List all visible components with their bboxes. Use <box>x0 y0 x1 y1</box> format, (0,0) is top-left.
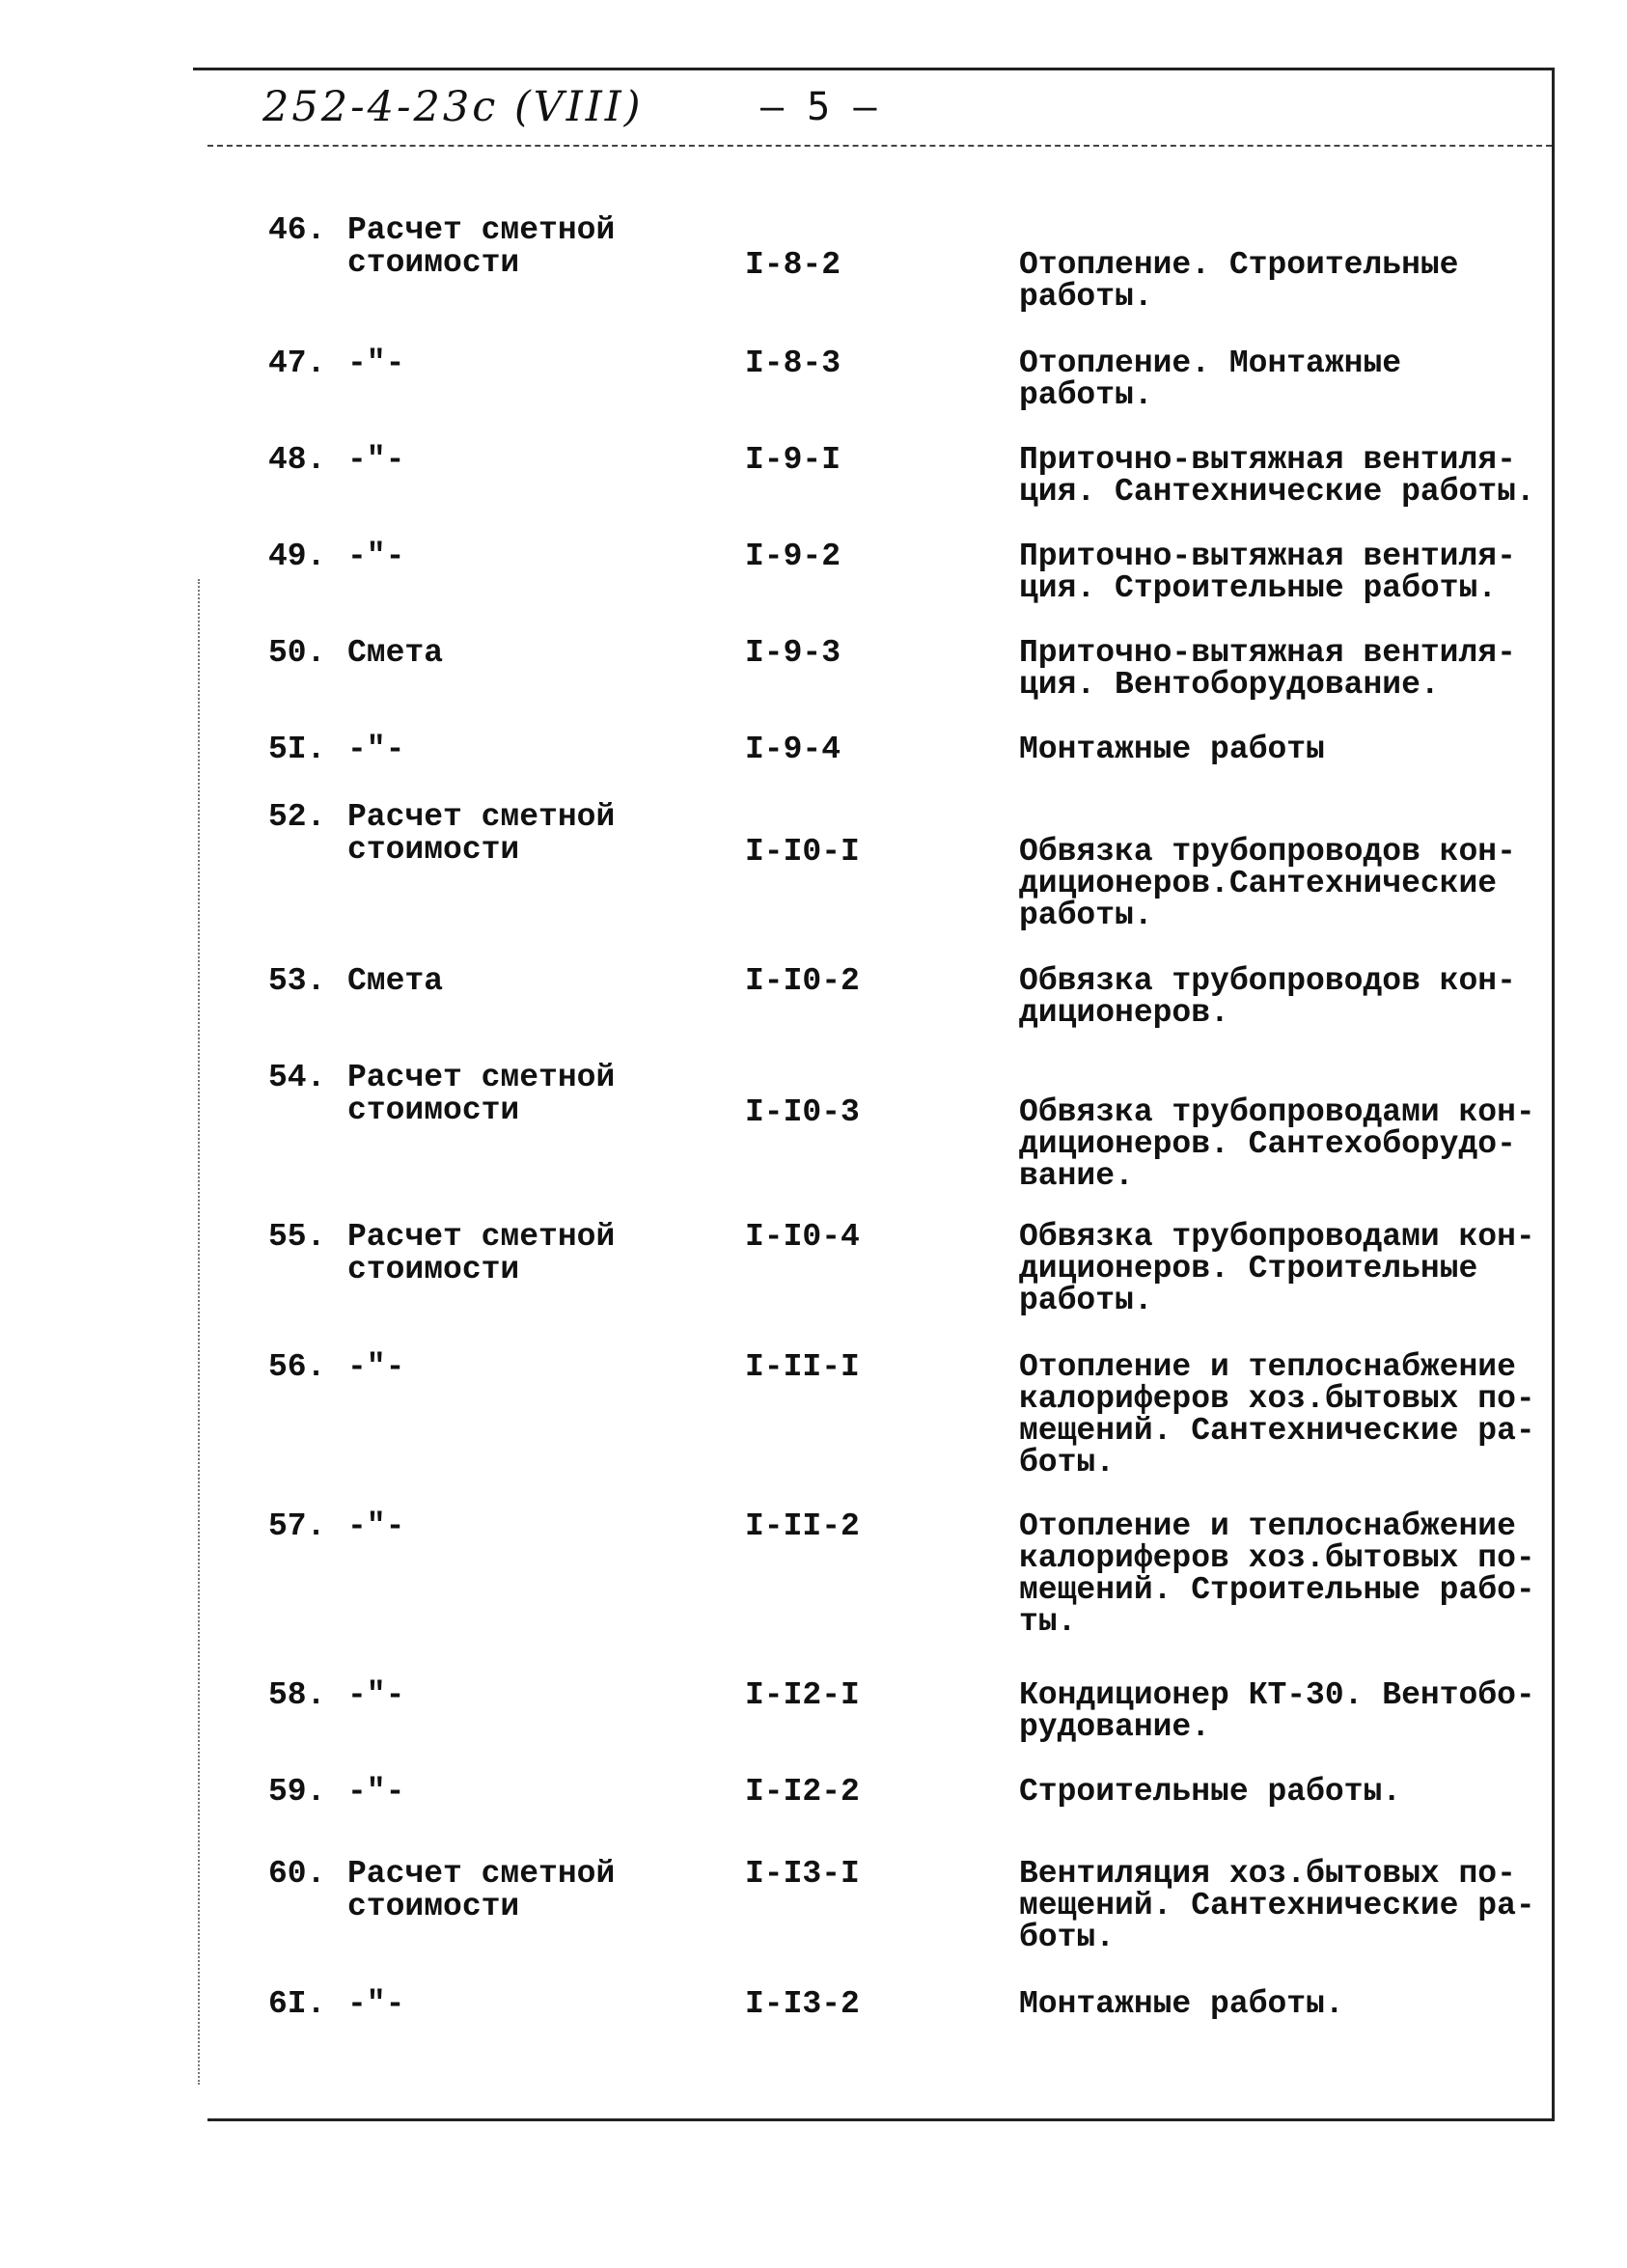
work-description-line: Вентиляция хоз.бытовых по- <box>1019 1856 1516 1892</box>
work-description-line: калориферов хоз.бытовых по- <box>1019 1381 1535 1417</box>
estimate-code: I-9-3 <box>745 635 841 671</box>
item-number: 46. <box>268 212 326 248</box>
estimate-code: I-I3-I <box>745 1856 860 1892</box>
document-type <box>347 1858 615 1922</box>
work-description-line: вание. <box>1019 1158 1134 1194</box>
item-number: 60. <box>268 1856 326 1892</box>
document-type <box>347 540 404 572</box>
document-type <box>347 1988 404 2020</box>
document-type-line: Расчет сметной <box>347 1060 616 1095</box>
document-type-line: -"- <box>347 1349 405 1385</box>
work-description-line: работы. <box>1019 898 1153 933</box>
work-description <box>1019 1221 1535 1316</box>
header-divider <box>207 145 1552 147</box>
estimate-code: I-I0-2 <box>745 963 860 999</box>
work-description-line: ты. <box>1019 1604 1077 1640</box>
work-description-line: работы. <box>1019 279 1153 315</box>
document-type <box>347 1221 615 1286</box>
work-description <box>1019 540 1516 604</box>
document-type <box>347 444 404 476</box>
work-description <box>1019 1096 1535 1192</box>
work-description-line: Отопление. Монтажные <box>1019 346 1402 381</box>
estimate-code: I-I0-I <box>745 834 860 870</box>
work-description-line: работы. <box>1019 1283 1153 1318</box>
document-type <box>347 733 404 765</box>
work-description-line: Кондиционер КТ-30. Вентобо- <box>1019 1677 1535 1713</box>
item-number: 52. <box>268 799 326 835</box>
work-description-line: боты. <box>1019 1920 1116 1955</box>
document-type <box>347 214 615 279</box>
frame-right-border <box>1552 68 1555 2121</box>
document-type <box>347 965 443 997</box>
work-description-line: ция. Строительные работы. <box>1019 570 1498 606</box>
estimate-code: I-9-4 <box>745 732 841 767</box>
work-description-line: ция. Вентоборудование. <box>1019 667 1440 703</box>
item-number: 49. <box>268 539 326 574</box>
item-number: 58. <box>268 1677 326 1713</box>
document-type <box>347 801 615 866</box>
item-number: 47. <box>268 346 326 381</box>
work-description <box>1019 1679 1535 1743</box>
work-description-line: Монтажные работы. <box>1019 1986 1344 2022</box>
item-number: 56. <box>268 1349 326 1385</box>
document-type <box>347 1776 404 1808</box>
estimate-code: I-I3-2 <box>745 1986 860 2022</box>
work-description-line: мещений. Сантехнические ра- <box>1019 1888 1535 1923</box>
document-type-line: -"- <box>347 442 405 478</box>
work-description <box>1019 1858 1535 1953</box>
estimate-code: I-I2-2 <box>745 1774 860 1810</box>
estimate-code: I-I2-I <box>745 1677 860 1713</box>
document-type-line: стоимости <box>347 832 520 868</box>
work-description-line: Обвязка трубопроводами кон- <box>1019 1094 1535 1130</box>
document-type-line: стоимости <box>347 1093 520 1128</box>
document-type-line: -"- <box>347 346 405 381</box>
work-description-line: рудование. <box>1019 1709 1211 1745</box>
document-type-line: Расчет сметной <box>347 799 616 835</box>
work-description-line: Отопление. Строительные <box>1019 247 1459 283</box>
document-type <box>347 637 443 669</box>
work-description-line: мещений. Строительные рабо- <box>1019 1572 1535 1608</box>
work-description-line: ция. Сантехнические работы. <box>1019 474 1535 510</box>
work-description-line: Обвязка трубопроводов кон- <box>1019 834 1516 870</box>
work-description <box>1019 637 1516 701</box>
work-description <box>1019 249 1458 313</box>
estimate-code: I-II-2 <box>745 1508 860 1544</box>
work-description <box>1019 1776 1401 1808</box>
page-number: — 5 — <box>760 85 877 129</box>
work-description-line: диционеров. <box>1019 995 1229 1031</box>
work-description <box>1019 965 1516 1029</box>
work-description-line: мещений. Сантехнические ра- <box>1019 1413 1535 1449</box>
document-type-line: стоимости <box>347 245 520 281</box>
work-description <box>1019 444 1535 508</box>
work-description <box>1019 347 1401 411</box>
document-type-line: Смета <box>347 963 444 999</box>
work-description-line: Приточно-вытяжная вентиля- <box>1019 539 1516 574</box>
document-type-line: Расчет сметной <box>347 212 616 248</box>
document-type-line: Расчет сметной <box>347 1856 616 1892</box>
left-margin-dotted-line <box>198 579 200 2085</box>
document-type-line: стоимости <box>347 1252 520 1287</box>
document-type-line: -"- <box>347 1774 405 1810</box>
estimate-code: I-9-2 <box>745 539 841 574</box>
work-description-line: боты. <box>1019 1445 1116 1480</box>
work-description <box>1019 1510 1535 1638</box>
work-description-line: Обвязка трубопроводов кон- <box>1019 963 1516 999</box>
estimate-code: I-8-3 <box>745 346 841 381</box>
estimate-code: I-9-I <box>745 442 841 478</box>
item-number: 5I. <box>268 732 326 767</box>
work-description-line: Отопление и теплоснабжение <box>1019 1508 1516 1544</box>
estimate-code: I-8-2 <box>745 247 841 283</box>
work-description-line: Приточно-вытяжная вентиля- <box>1019 635 1516 671</box>
document-type-line: -"- <box>347 1677 405 1713</box>
work-description-line: Приточно-вытяжная вентиля- <box>1019 442 1516 478</box>
work-description-line: Монтажные работы <box>1019 732 1325 767</box>
document-type-line: Расчет сметной <box>347 1219 616 1255</box>
work-description-line: калориферов хоз.бытовых по- <box>1019 1540 1535 1576</box>
document-type-line: стоимости <box>347 1889 520 1924</box>
estimate-code: I-I0-4 <box>745 1219 860 1255</box>
work-description <box>1019 1351 1535 1479</box>
work-description-line: диционеров. Строительные <box>1019 1251 1478 1286</box>
work-description-line: диционеров. Сантехоборудо- <box>1019 1126 1516 1162</box>
estimate-code: I-II-I <box>745 1349 860 1385</box>
work-description-line: Обвязка трубопроводами кон- <box>1019 1219 1535 1255</box>
document-type-line: Смета <box>347 635 444 671</box>
document-type <box>347 1510 404 1542</box>
item-number: 48. <box>268 442 326 478</box>
work-description <box>1019 836 1516 931</box>
frame-bottom-border <box>207 2118 1555 2121</box>
item-number: 54. <box>268 1060 326 1095</box>
document-type-line: -"- <box>347 732 405 767</box>
work-description-line: диционеров.Сантехнические <box>1019 866 1498 901</box>
item-number: 6I. <box>268 1986 326 2022</box>
document-type-line: -"- <box>347 1508 405 1544</box>
handwritten-document-code: 252-4-23с (VIII) <box>262 83 644 131</box>
item-number: 57. <box>268 1508 326 1544</box>
work-description <box>1019 733 1325 765</box>
work-description-line: Отопление и теплоснабжение <box>1019 1349 1516 1385</box>
estimate-code: I-I0-3 <box>745 1094 860 1130</box>
frame-top-border <box>193 68 1554 70</box>
document-type <box>347 1351 404 1383</box>
item-number: 50. <box>268 635 326 671</box>
work-description-line: работы. <box>1019 377 1153 413</box>
work-description-line: Строительные работы. <box>1019 1774 1402 1810</box>
item-number: 55. <box>268 1219 326 1255</box>
document-type-line: -"- <box>347 1986 405 2022</box>
document-type <box>347 1062 615 1126</box>
document-type <box>347 1679 404 1711</box>
document-type-line: -"- <box>347 539 405 574</box>
document-type <box>347 347 404 379</box>
work-description <box>1019 1988 1344 2020</box>
item-number: 53. <box>268 963 326 999</box>
item-number: 59. <box>268 1774 326 1810</box>
